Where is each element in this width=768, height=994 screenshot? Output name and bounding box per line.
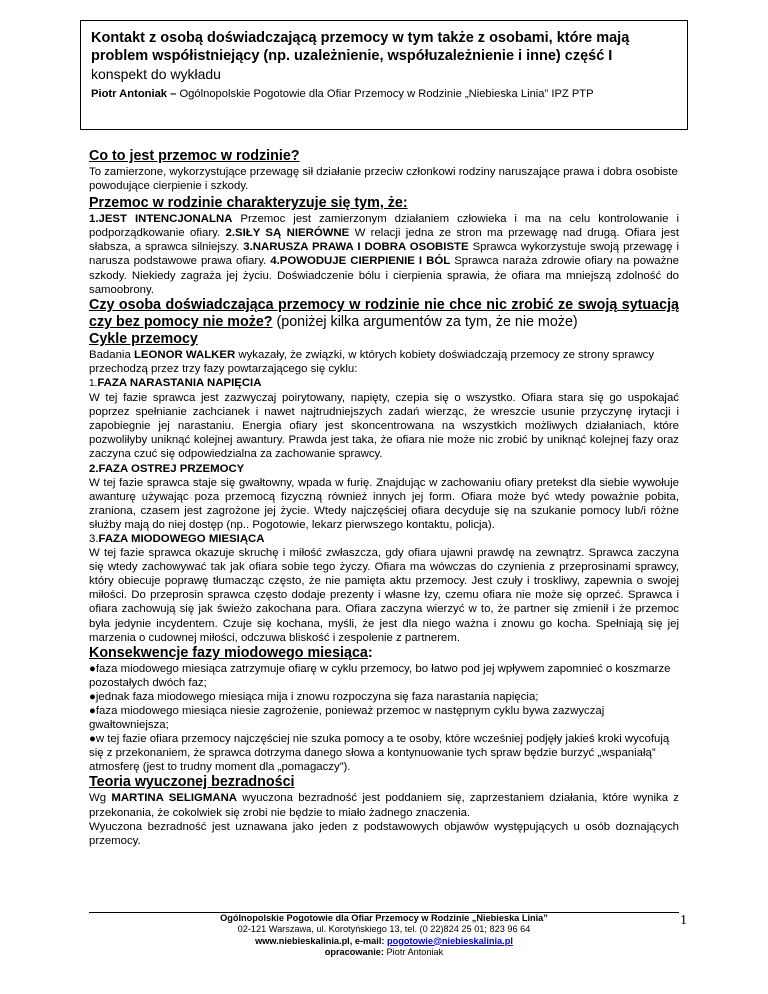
page-footer — [89, 912, 687, 958]
researcher-walker: LEONOR WALKER — [133, 348, 236, 361]
consequences-heading: Konsekwencje fazy miodowego miesiąca — [89, 644, 368, 661]
footer-contact — [89, 936, 679, 947]
footer-address: 02-121 Warszawa, ul. Korotyńskiego 13, tel. (0 22)824 25 01; 823 96 64 — [237, 924, 531, 935]
footer-prepared-by — [89, 947, 679, 958]
section-heading-definition: Co to jest przemoc w rodzinie? — [89, 148, 300, 164]
author-name: Piotr Antoniak – — [91, 88, 177, 100]
section-heading-characteristics: Przemoc w rodzinie charakteryzuje się tym, że: — [89, 195, 408, 212]
definition-text: To zamierzone, wykorzystujące przewagę sił działanie przeciw członkowi rodziny naruszające prawa i dobra osobiste powodujące cierpienie i szkody. — [89, 166, 678, 193]
characteristics-text — [89, 212, 679, 297]
char-key-3: 3.NARUSZA PRAWA I DOBRA OSOBISTE — [243, 241, 469, 254]
page-number: 1 — [680, 913, 687, 928]
list-item: ●jednak faza miodowego miesiąca mija i znowu rozpoczyna się faza narastania napięcia; — [89, 690, 539, 703]
cycles-intro — [89, 348, 679, 376]
consequences-colon: : — [367, 644, 373, 661]
phase-1-label: FAZA NARASTANIA NAPIĘCIA — [97, 376, 262, 389]
phase-2-title: 2.FAZA OSTREJ PRZEMOCY — [89, 462, 245, 475]
char-key-2: 2.SIŁY SĄ NIERÓWNE — [225, 227, 350, 240]
question-heading: Czy osoba doświadczająca przemocy w rodzinie nie chce nic zrobić ze swoją sytuacją czy bez pomocy nie może? — [89, 296, 679, 330]
section-heading-helplessness: Teoria wyuczonej bezradności — [89, 774, 295, 791]
helplessness-intro-a: Wg — [89, 792, 112, 805]
cycles-intro-a: Badania — [89, 348, 134, 361]
char-text-2: W relacji jedna ze stron ma przewagę nad drugą. Ofiara jest słabsza, a sprawca silniejszy. — [89, 227, 679, 254]
char-text-1: Przemoc jest zamierzonym działaniem człowieka i ma na celu kontrolowanie i podporządkowanie ofiary. — [89, 213, 679, 240]
footer-prepared-name: Piotr Antoniak — [383, 946, 444, 957]
char-text-4: Sprawca naraża zdrowie ofiary na poważne szkody. Niekiedy zagraża jej życiu. Doświadczenie bólu i cierpienia sprawia, że ofiara ma mniejszą zdolność do samoobrony. — [89, 255, 679, 296]
list-item: ●faza miodowego miesiąca zatrzymuje ofiarę w cyklu przemocy, bo łatwo pod jej wpływem zapomnieć o koszmarze pozostałych dwóch faz; — [89, 662, 671, 689]
section-heading-consequences — [89, 645, 679, 662]
document-body — [89, 148, 679, 848]
section-heading-cycles: Cykle przemocy — [89, 330, 198, 347]
document-title: Kontakt z osobą doświadczającą przemocy w tym także z osobami, które mają problem współistniejący (np. uzależnienie, współuzależnienie i inne) część I — [91, 30, 630, 64]
document-subtitle: konspekt do wykładu — [91, 66, 221, 82]
helplessness-intro-b: wyuczona bezradność jest poddaniem się, zaprzestaniem działania, które wynika z przekonania, że cokolwiek się zrobi nie będzie to miało żadnego znaczenia. — [89, 792, 679, 819]
phase-3-text: W tej fazie sprawca okazuje skruchę i miłość zwłaszcza, gdy ofiara ujawni prawdę na zewnątrz. Sprawca zaczyna się wtedy zachowywać tak jak ofiara sobie tego życzy. Ofiara ma wówczas do czynienia z przeprosinami sprawcy, który obiecuje poprawę tłumacząc często, że nie pamięta aktu przemocy. Jest czuły i troskliwy, zapewnia o swojej miłości. Do przeprosin sprawca często dodaje prezenty i własne łzy, czemu ofiara nie może się oprzeć. Sprawca i ofiara zachowują się jak świeżo zakochana para. Ofiara zaczyna wierzyć w to, że partner się zmienił i że przemoc była jedynie incydentem. Czuje się kochana, myśli, że jest dla niego ważna i znowu go kocha. Spełniają się jej marzenia o cudownej miłości, odczuwa bliskość i zespolenie z partnerem. — [89, 547, 679, 644]
phase-1-text: W tej fazie sprawca jest zazwyczaj poirytowany, napięty, czepia się o wszystko. Ofiara stara się go uspokajać poprzez spełnianie zachcianek i nawet najtrudniejszych zadań wierząc, że wreszcie usunie przyczynę irytacji i zapobiegnie jej narastaniu. Energia ofiary jest skoncentrowana na wszystkich możliwych działaniach, które pozwoliłyby uniknąć kolejnej awantury. Prawda jest taka, że ofiara nie może nic zrobić by uniknąć kolejnej fazy oraz zaczyna czuć się odpowiedzialna za zachowanie sprawcy. — [89, 392, 679, 461]
author-affiliation: Ogólnopolskie Pogotowie dla Ofiar Przemocy w Rodzinie „Niebieska Linia” IPZ PTP — [176, 88, 594, 100]
phase-2-text: W tej fazie sprawca staje się gwałtowny, wpada w furię. Znajdując w zachowaniu ofiary pretekst dla siebie wywołuje awanturę używając poza przemocą fizyczną również innych jej form. Ofiara może być wtedy poważnie pobita, zraniona, czasem jest zagrożone jej życie. Wtedy najczęściej ofiara decyduje się na szukanie pomocy lub/i różne służby mają do niej dostęp (np.. Pogotowie, lekarz pierwszego kontaktu, policja). — [89, 476, 679, 531]
helplessness-intro — [89, 791, 679, 819]
author-line — [91, 86, 677, 102]
footer-prepared-label: opracowanie: — [324, 946, 384, 957]
list-item: ●w tej fazie ofiara przemocy najczęściej nie szuka pomocy a te osoby, które wcześniej podjęły jakieś kroki wycofują się z przekonaniem, że sprawca dotrzyma danego słowa a kontynuowanie tych spraw będzie burzyć „wspaniałą” atmosferę (jest to trudny moment dla „pomagaczy”). — [89, 733, 670, 774]
section-heading-question — [89, 297, 679, 331]
list-item: ●faza miodowego miesiąca niesie zagrożenie, ponieważ przemoc w następnym cyklu bywa zazwyczaj gwałtowniejsza; — [89, 705, 605, 732]
footer-organization: Ogólnopolskie Pogotowie dla Ofiar Przemocy w Rodzinie „Niebieska Linia” — [220, 913, 548, 923]
char-key-1: 1.JEST INTENCJONALNA — [89, 213, 233, 226]
footer-website: www.niebieskalinia.pl, e-mail: — [255, 935, 388, 946]
phase-1-number: 1. — [89, 377, 98, 389]
helplessness-text: Wyuczona bezradność jest uznawana jako jeden z podstawowych objawów występujących u osób doznających przemocy. — [89, 820, 679, 847]
footer-email-link[interactable]: pogotowie@niebieskalinia.pl — [387, 935, 513, 946]
question-note: (poniżej kilka argumentów za tym, że nie może) — [272, 313, 578, 330]
phase-1-title — [89, 376, 679, 391]
cycles-intro-b: wykazały, że związki, w których kobiety doświadczają przemocy ze strony sprawcy przechodzą przez trzy fazy powtarzającego się cyklu: — [89, 348, 655, 375]
researcher-seligman: MARTINA SELIGMANA — [111, 792, 238, 805]
phase-3-title — [89, 532, 679, 546]
phase-3-label: FAZA MIODOWEGO MIESIĄCA — [98, 532, 265, 545]
char-text-3: Sprawca wykorzystuje swoją przewagę i narusza podstawowe prawa ofiary. — [89, 241, 679, 268]
char-key-4: 4.POWODUJE CIERPIENIE I BÓL — [270, 255, 451, 268]
header-box — [80, 20, 688, 130]
phase-3-number: 3. — [89, 532, 99, 545]
